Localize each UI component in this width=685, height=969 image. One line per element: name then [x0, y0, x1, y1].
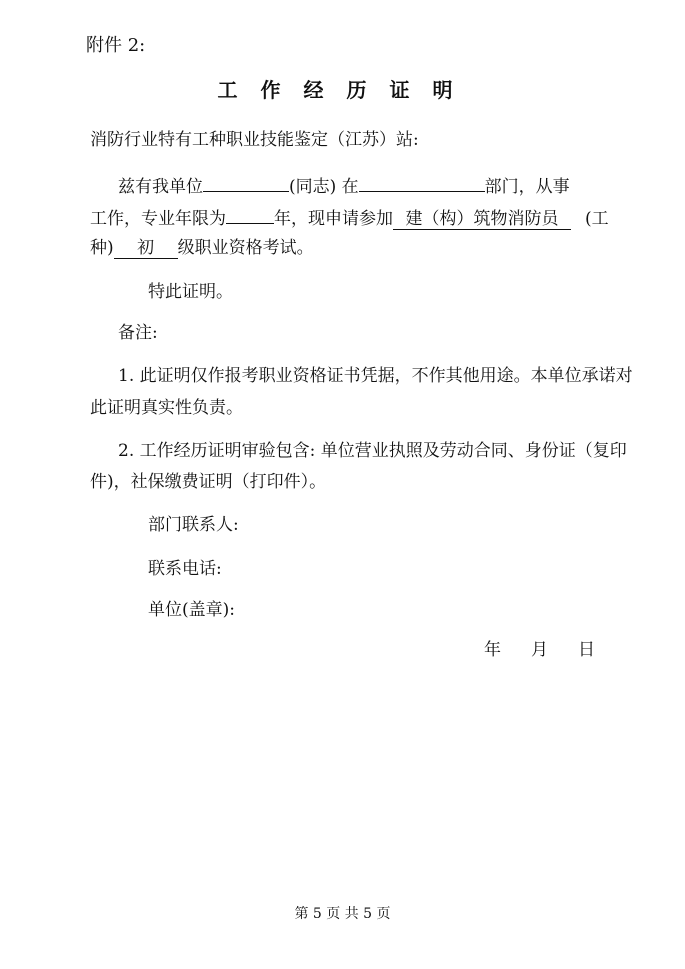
- page-footer: 第 5 页 共 5 页: [294, 906, 391, 922]
- job-field: 建（构）筑物消防员: [393, 209, 571, 230]
- p1-text-6: (工: [585, 209, 609, 229]
- date-month: 月: [531, 640, 548, 660]
- years-blank: [226, 207, 274, 224]
- p1-text-2: (同志) 在: [289, 177, 359, 197]
- p1-text-7: 种): [90, 238, 114, 258]
- remarks-label: 备注:: [118, 323, 158, 343]
- level-field: 初: [114, 238, 178, 259]
- note1-line2: 此证明真实性负责。: [90, 398, 243, 418]
- p1-text-5: 年，现申请参加: [274, 209, 393, 229]
- note1-line1: 1. 此证明仅作报考职业资格证书凭据，不作其他用途。本单位承诺对: [118, 366, 633, 386]
- paragraph1-line3: [90, 238, 314, 259]
- date-line: [484, 640, 595, 660]
- salutation: 消防行业特有工种职业技能鉴定（江苏）站:: [90, 130, 419, 150]
- p1-text-4: 工作，专业年限为: [90, 209, 226, 229]
- p1-text-3: 部门，从事: [484, 177, 570, 197]
- paragraph1-line2: [90, 207, 609, 230]
- date-day: 日: [578, 640, 595, 660]
- name-blank: [203, 175, 289, 192]
- document-title: 工作经历证明: [217, 78, 476, 102]
- attachment-label: 附件 2:: [86, 35, 146, 56]
- p1-text-8: 级职业资格考试。: [177, 238, 314, 258]
- phone-label: 联系电话:: [148, 559, 222, 579]
- paragraph1-line1: [118, 175, 570, 197]
- unit-seal-label: 单位(盖章):: [148, 600, 235, 620]
- date-year: 年: [484, 640, 501, 660]
- p1-text-1: 兹有我单位: [118, 177, 203, 197]
- department-blank: [359, 175, 485, 192]
- dept-contact-label: 部门联系人:: [148, 515, 239, 535]
- note2-line2: 件)，社保缴费证明（打印件）。: [90, 472, 327, 492]
- special-proof: 特此证明。: [148, 282, 233, 302]
- note2-line1: 2. 工作经历证明审验包含: 单位营业执照及劳动合同、身份证（复印: [118, 441, 627, 461]
